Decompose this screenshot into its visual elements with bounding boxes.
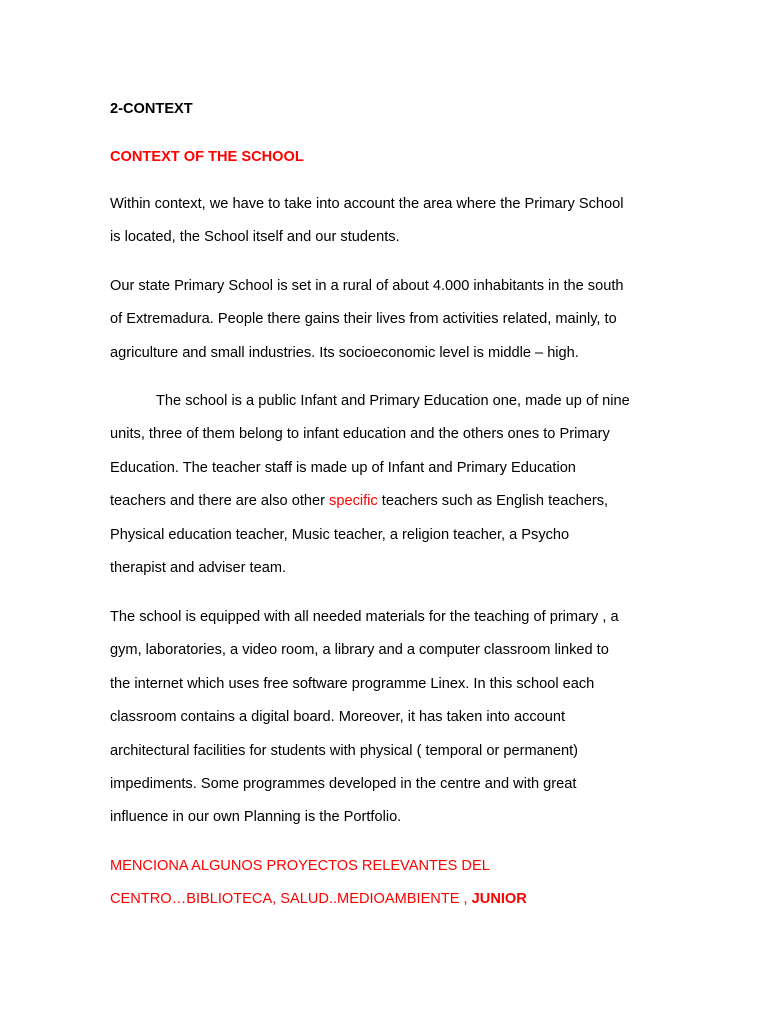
paragraph-school-structure	[110, 385, 670, 585]
note-relevant-projects	[110, 850, 670, 917]
paragraph-line: The school is equipped with all needed materials for the teaching of primary , a	[110, 609, 619, 625]
paragraph-equipment	[110, 601, 670, 835]
paragraph-rural-setting	[110, 270, 670, 370]
paragraph-line: Physical education teacher, Music teacher, a religion teacher, a Psycho	[110, 526, 570, 543]
paragraph-line: Education. The teacher staff is made up of Infant and Primary Education	[110, 459, 576, 476]
subsection-title: CONTEXT OF THE SCHOOL	[110, 149, 304, 165]
paragraph-line: units, three of them belong to infant education and the others ones to Primary	[110, 426, 610, 443]
paragraph-line: classroom contains a digital board. Moreover, it has taken into account	[110, 709, 566, 726]
line-text-after: teachers such as English teachers,	[377, 493, 609, 510]
note-junior: JUNIOR	[471, 891, 527, 908]
paragraph-line: therapist and adviser team.	[110, 560, 287, 577]
paragraph-line-with-highlight	[110, 485, 670, 518]
paragraph-line: architectural facilities for students with physical ( temporal or permanent)	[110, 742, 579, 759]
paragraph-line: Within context, we have to take into account the area where the Primary School	[110, 196, 624, 212]
paragraph-line: of Extremadura. People there gains their lives from activities related, mainly, to	[110, 311, 617, 328]
line-text-before: teachers and there are also other	[110, 493, 330, 510]
section-title: 2-CONTEXT	[110, 101, 193, 117]
note-line: MENCIONA ALGUNOS PROYECTOS RELEVANTES DEL	[110, 858, 490, 874]
paragraph-area-description	[110, 188, 670, 255]
paragraph-line: gym, laboratories, a video room, a library and a computer classroom linked to	[110, 642, 609, 659]
highlight-specific: specific	[329, 493, 378, 510]
paragraph-line: The school is a public Infant and Primary Education one, made up of nine	[156, 393, 630, 409]
paragraph-line: the internet which uses free software programme Linex. In this school each	[110, 675, 595, 692]
paragraph-line: influence in our own Planning is the Portfolio.	[110, 809, 402, 826]
note-line	[110, 883, 670, 916]
paragraph-line: Our state Primary School is set in a rural of about 4.000 inhabitants in the south	[110, 278, 624, 294]
paragraph-line: impediments. Some programmes developed in the centre and with great	[110, 776, 577, 793]
paragraph-line: is located, the School itself and our students.	[110, 229, 400, 246]
paragraph-line: agriculture and small industries. Its socioeconomic level is middle – high.	[110, 344, 579, 361]
note-line-text: CENTRO…BIBLIOTECA, SALUD..MEDIOAMBIENTE ,	[110, 891, 472, 908]
